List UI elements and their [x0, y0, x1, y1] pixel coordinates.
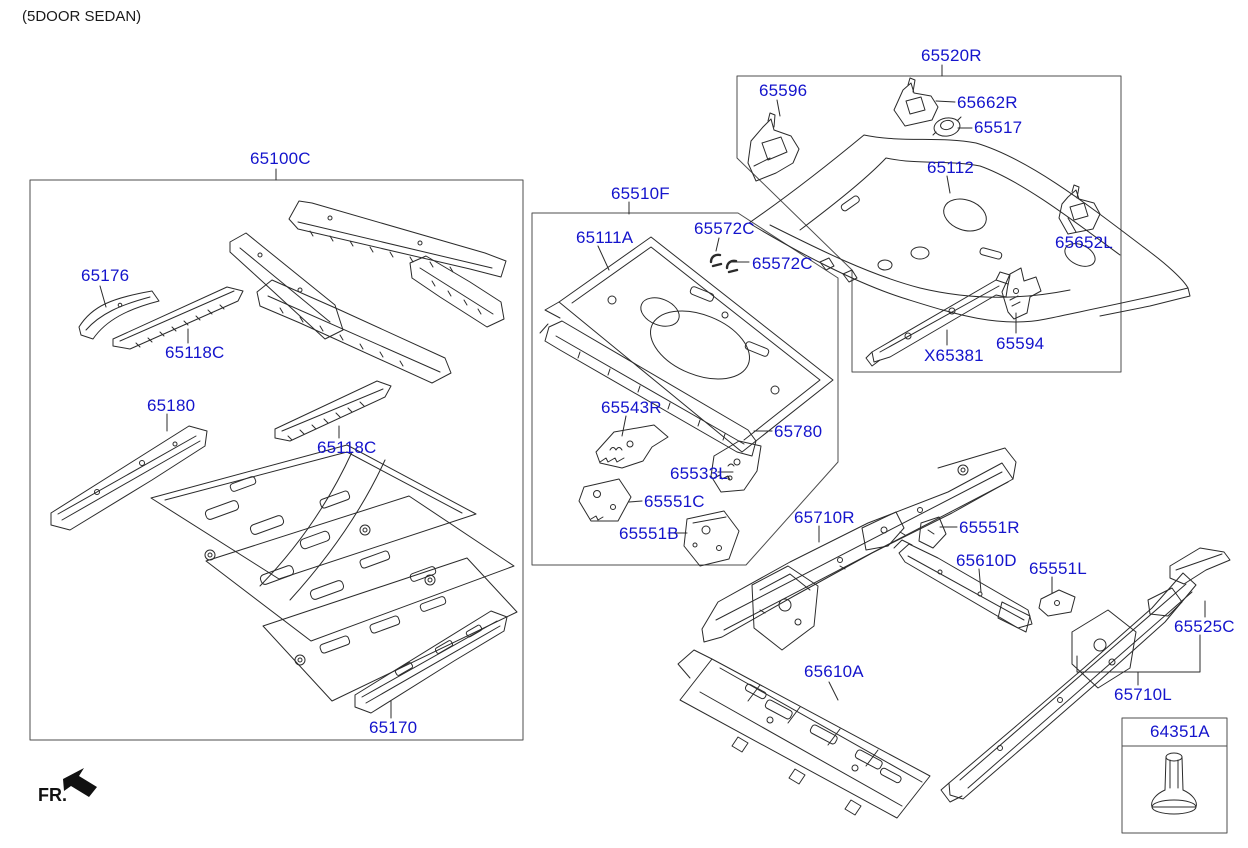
callout-65572c-2: 65572C — [752, 254, 813, 273]
callout-65176: 65176 — [81, 266, 130, 285]
callout-65652l: 65652L — [1055, 233, 1113, 252]
callout-65111a: 65111A — [576, 228, 634, 247]
part-65780-drawing — [540, 321, 756, 456]
part-65594-drawing — [1002, 268, 1041, 319]
callout-65551c: 65551C — [644, 492, 705, 511]
part-65180-drawing — [51, 426, 207, 530]
callout-64351a: 64351A — [1150, 722, 1210, 741]
part-65543r-drawing — [596, 425, 668, 468]
part-65551b-drawing — [684, 511, 739, 566]
callout-65662r: 65662R — [957, 93, 1018, 112]
callout-65517: 65517 — [974, 118, 1023, 137]
callout-65118c-front: 65118C — [165, 343, 225, 362]
callout-65780: 65780 — [774, 422, 823, 441]
part-65551c-drawing — [579, 479, 631, 521]
part-65118c-rear-drawing — [275, 381, 391, 441]
part-65710r-drawing — [702, 448, 1016, 650]
callout-65710l: 65710L — [1114, 685, 1172, 704]
callout-65610d: 65610D — [956, 551, 1017, 570]
part-65176-drawing — [79, 291, 159, 339]
callout-65525c: 65525C — [1174, 617, 1235, 636]
part-65118c-front-drawing — [113, 287, 243, 349]
fr-direction-arrow-icon — [63, 768, 97, 797]
part-front-floor-drawing — [151, 445, 517, 701]
callout-65596: 65596 — [759, 81, 808, 100]
part-crossmember-cluster-drawing — [230, 201, 506, 383]
part-65551l-drawing — [1039, 590, 1075, 616]
callout-65594: 65594 — [996, 334, 1045, 353]
callout-65118c-rear: 65118C — [317, 438, 377, 457]
callout-65551b: 65551B — [619, 524, 679, 543]
page-title: (5DOOR SEDAN) — [22, 8, 142, 25]
part-64351a-bolt-drawing — [1152, 753, 1197, 814]
callout-x65381: X65381 — [924, 346, 984, 365]
callout-65572c-1: 65572C — [694, 219, 755, 238]
callout-65543r: 65543R — [601, 398, 662, 417]
callout-65100c: 65100C — [250, 149, 311, 168]
callout-65610a: 65610A — [804, 662, 864, 681]
callout-65533l: 65533L — [670, 464, 728, 483]
part-65525c-piece-drawing — [1170, 548, 1230, 584]
callout-65710r: 65710R — [794, 508, 855, 527]
callout-65551l: 65551L — [1029, 559, 1087, 578]
fr-direction-label: FR. — [38, 785, 67, 805]
part-65596-drawing — [748, 113, 799, 181]
callout-65112: 65112 — [927, 158, 975, 177]
callout-65551r: 65551R — [959, 518, 1020, 537]
part-65662r-drawing — [894, 78, 938, 126]
part-65572c-clips-drawing — [711, 255, 737, 272]
callout-65170: 65170 — [369, 718, 418, 737]
part-65170-drawing — [355, 611, 507, 713]
callout-65510f: 65510F — [611, 184, 670, 203]
callout-65180: 65180 — [147, 396, 196, 415]
part-65517-drawing — [933, 116, 962, 138]
callout-65520r: 65520R — [921, 46, 982, 65]
